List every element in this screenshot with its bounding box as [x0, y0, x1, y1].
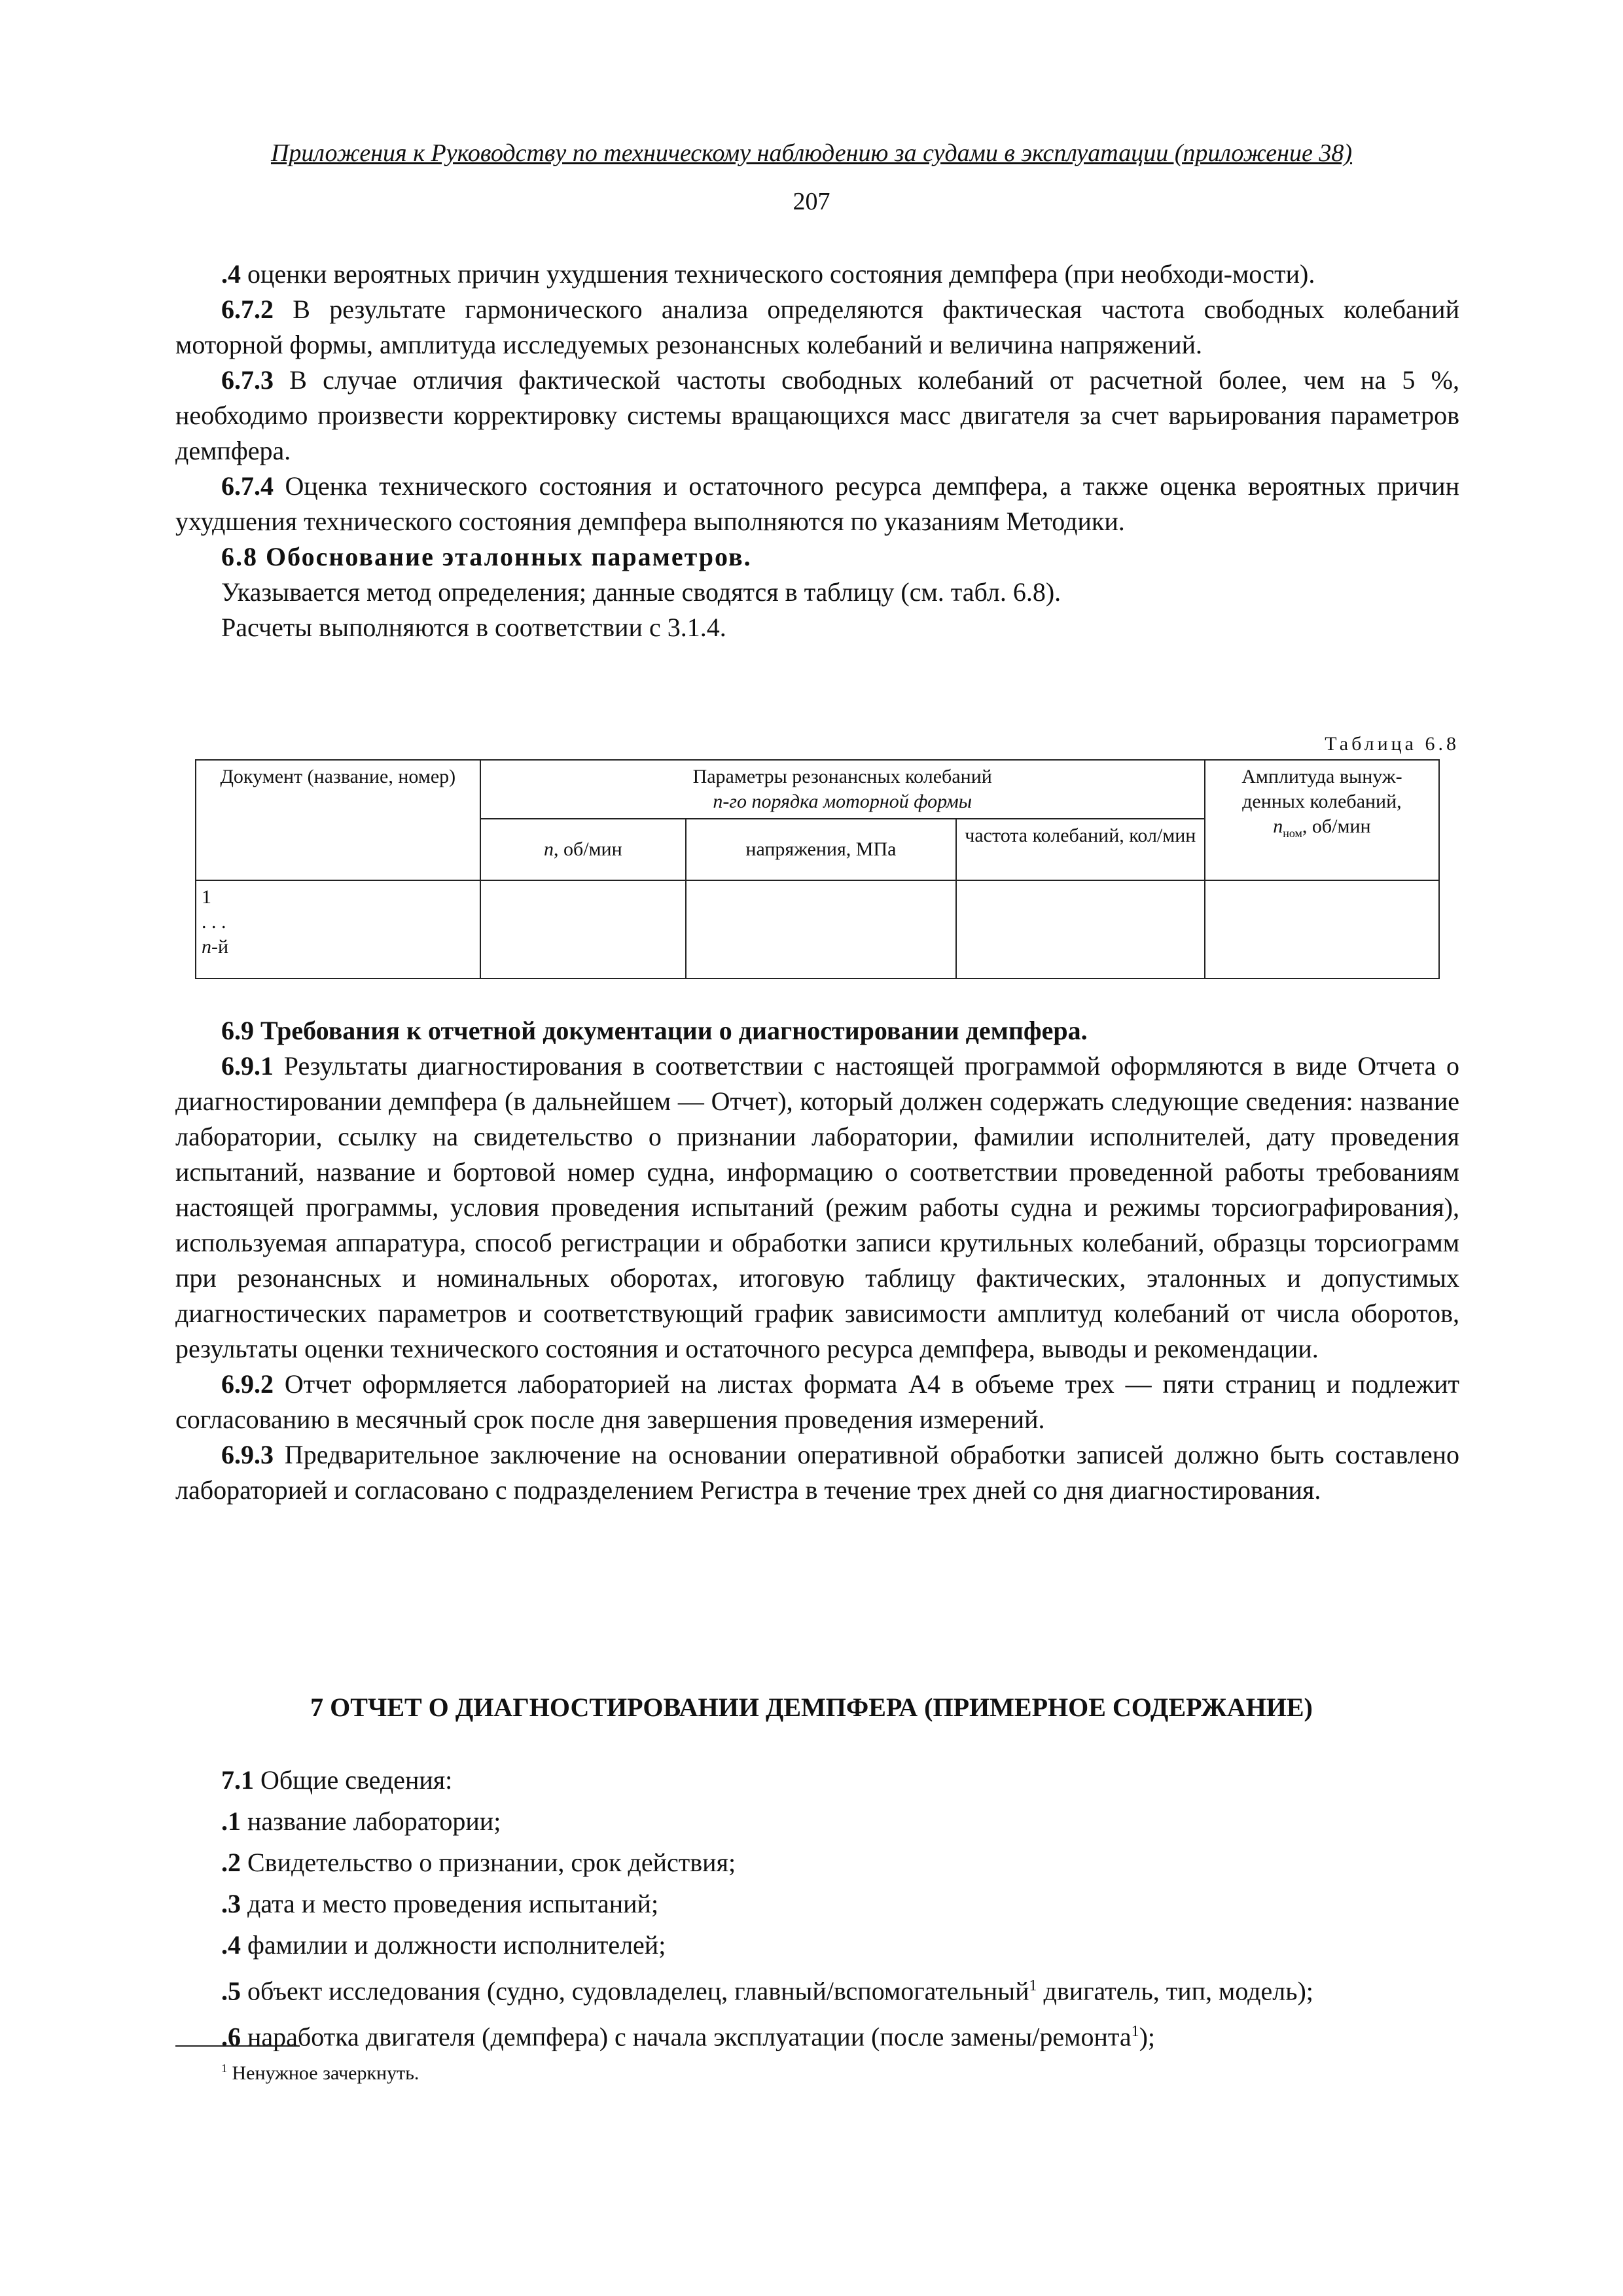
item-number: 7.1: [221, 1765, 254, 1795]
upper-text: [175, 257, 1459, 645]
list-item: [221, 1842, 1313, 1883]
list-text: название лаборатории;: [241, 1806, 501, 1836]
paragraph: [175, 575, 1459, 610]
footnote-text: Ненужное зачеркнуть.: [227, 2062, 419, 2084]
paragraph-text: В случае отличия фактической частоты свободных колебаний от расчетной более, чем на 5 %, необходимо произвести корректировку системы вращающихся масс двигателя за счет варьирования параметров демпфера.: [175, 365, 1459, 465]
header-subtext: n-го порядка моторной формы: [713, 791, 972, 812]
footnote-ref: 1: [1131, 2023, 1139, 2041]
list-text: дата и место проведения испытаний;: [241, 1889, 659, 1918]
row-suffix: -й: [211, 936, 229, 958]
item-number: .6: [221, 2022, 241, 2052]
section-6-9: [175, 1013, 1459, 1508]
subscript: ном: [1283, 827, 1302, 840]
paragraph: [175, 469, 1459, 539]
list-item: [221, 1924, 1313, 1965]
list-text: наработка двигателя (демпфера) с начала эксплуатации (после замены/ремонта: [241, 2022, 1132, 2052]
footnote-ref: 1: [1029, 1977, 1037, 1994]
paragraph-text: Оценка технического состояния и остаточного ресурса демпфера, а также оценка вероятных причин ухудшения технического состояния демпфера выполняются по указаниям Методики.: [175, 471, 1459, 536]
item-number: .1: [221, 1806, 241, 1836]
subcol-n: [480, 819, 686, 880]
paragraph-text: Расчеты выполняются в соответствии с 3.1.4.: [221, 613, 726, 642]
section-heading-7: 7 ОТЧЕТ О ДИАГНОСТИРОВАНИИ ДЕМПФЕРА (ПРИМЕРНОЕ СОДЕРЖАНИЕ): [310, 1693, 1313, 1722]
item-number: 6.9.2: [221, 1369, 274, 1399]
header-text: Документ (название, номер): [220, 766, 456, 787]
item-number: .2: [221, 1848, 241, 1877]
running-header: [0, 139, 1623, 168]
paragraph-text: оценки вероятных причин ухудшения технического состояния демпфера (при необходи-мости).: [241, 259, 1315, 289]
section-7-list: [221, 1759, 1313, 2058]
table-cell-empty: [1205, 880, 1439, 978]
col-amplitude-header: [1205, 760, 1439, 880]
heading-text: 6.9 Требования к отчетной документации о диагностировании демпфера.: [221, 1016, 1088, 1045]
paragraph: [175, 257, 1459, 292]
paragraph-text: Отчет оформляется лабораторией на листах формата А4 в объеме трех — пяти страниц и подлежит согласованию в месячный срок после дня завершения проведения измерений.: [175, 1369, 1459, 1434]
subcol-frequency: [956, 819, 1205, 880]
table-cell-empty: [480, 880, 686, 978]
table-caption: Таблица 6.8: [1325, 733, 1459, 755]
list-intro: [221, 1759, 1313, 1801]
section-heading-6-9: [175, 1013, 1459, 1049]
list-text: двигатель, тип, модель);: [1037, 1976, 1313, 2006]
list-text: );: [1139, 2022, 1156, 2052]
paragraph: [175, 1367, 1459, 1437]
item-number: 6.7.3: [221, 365, 274, 395]
item-number: .4: [221, 1930, 241, 1960]
paragraph-text: Результаты диагностирования в соответствии с настоящей программой оформляются в виде Отчета о диагностировании демпфера (в дальнейшем — Отчет), который должен содержать следующие сведения: название лаборатории, ссылку на свидетельство о признании лаборатории, фамилии исполнителей, дату проведения испытаний, название и бортовой номер судна, информацию о соответствии проведенной работы требованиям настоящей программы, условия проведения испытаний (режим работы судна и режимы торсиографирования), используемая аппаратура, способ регистрации и обработки записи крутильных колебаний, образцы торсиограмм при резонансных и номинальных оборотах, итоговую таблицу фактических, эталонных и допустимых диагностических параметров и соответствующий график зависимости амплитуд колебаний от числа оборотов, результаты оценки технического состояния и остаточного ресурса демпфера, выводы и рекомендации.: [175, 1051, 1459, 1363]
list-item: [221, 2011, 1313, 2057]
header-text: Амплитуда вынуж-денных колебаний,: [1241, 766, 1402, 812]
header-text: Параметры резонансных колебаний: [692, 766, 992, 787]
row-label-dots: . . .: [202, 911, 226, 933]
list-text: Свидетельство о признании, срок действия;: [241, 1848, 736, 1877]
col-params-header: [480, 760, 1205, 819]
footnote-mark: 1: [221, 2062, 227, 2075]
list-text: Общие сведения:: [254, 1765, 453, 1795]
item-number: .4: [221, 259, 241, 289]
col-document-header: [196, 760, 480, 880]
paragraph-text: Указывается метод определения; данные сводятся в таблицу (см. табл. 6.8).: [221, 577, 1061, 607]
item-number: 6.9.1: [221, 1051, 274, 1081]
subcol-stress: [686, 819, 956, 880]
list-item: [221, 1883, 1313, 1924]
paragraph: [175, 292, 1459, 363]
paragraph-text: В результате гармонического анализа определяются фактическая частота свободных колебаний моторной формы, амплитуда исследуемых резонансных колебаний и величина напряжений.: [175, 295, 1459, 359]
item-number: 6.9.3: [221, 1440, 274, 1469]
paragraph: [175, 610, 1459, 645]
header-text: напряжения, МПа: [745, 838, 897, 860]
item-number: .3: [221, 1889, 241, 1918]
section-heading-6-8: [175, 539, 1459, 575]
heading-text: 6.8 Обоснование эталонных параметров.: [221, 542, 752, 571]
list-item: [221, 1801, 1313, 1842]
footnote: [221, 2062, 419, 2085]
list-text: фамилии и должности исполнителей;: [241, 1930, 666, 1960]
paragraph: [175, 1049, 1459, 1367]
running-title: Приложения к Руководству по техническому наблюдению за судами в эксплуатации (приложение 38): [270, 139, 1353, 167]
table-row-document: [196, 880, 480, 978]
var-symbol: n: [202, 936, 211, 958]
item-number: .5: [221, 1976, 241, 2006]
item-number: 6.7.2: [221, 295, 274, 324]
row-label-first: 1: [202, 886, 211, 908]
unit-text: , об/мин: [1302, 816, 1371, 837]
var-symbol: n: [1273, 816, 1283, 837]
table-cell-empty: [686, 880, 956, 978]
page-number: 207: [793, 188, 830, 215]
list-item: [221, 1965, 1313, 2011]
list-text: объект исследования (судно, судовладелец, главный/вспомогательный: [241, 1976, 1029, 2006]
var-symbol: n: [543, 838, 554, 860]
footnote-rule: [175, 2045, 300, 2047]
unit-text: , об/мин: [553, 838, 622, 860]
table-cell-empty: [956, 880, 1205, 978]
params-table: [195, 759, 1440, 979]
paragraph: [175, 1437, 1459, 1508]
header-text: частота колебаний, кол/мин: [965, 825, 1196, 846]
paragraph-text: Предварительное заключение на основании оперативной обработки записей должно быть составлено лабораторией и согласовано с подразделением Регистра в течение трех дней со дня диагностирования.: [175, 1440, 1459, 1505]
item-number: 6.7.4: [221, 471, 274, 501]
row-label-last: [202, 935, 474, 960]
paragraph: [175, 363, 1459, 469]
